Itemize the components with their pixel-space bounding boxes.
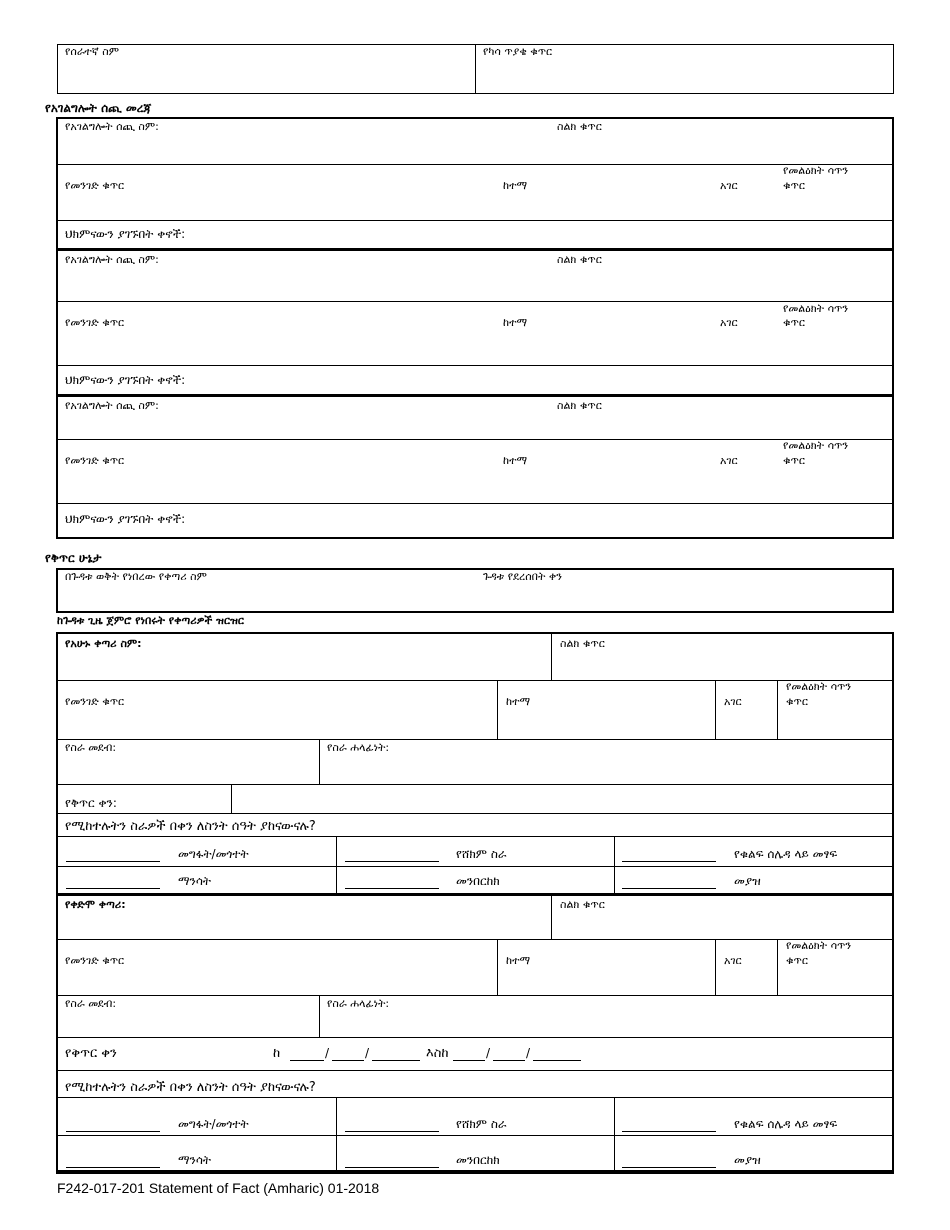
provider-3-dates-label: ህክምናውን ያገኙበት ቀኖች: [65,512,186,526]
divider [57,365,893,366]
provider-1-dates-label: ህክምናውን ያገኙበት ቀኖች: [65,227,186,241]
provider-3-city-label: ከተማ [503,454,528,467]
provider-3-street-label: የመንገድ ቁጥር [65,454,125,467]
activity-kneeling-label: መንበርከክ [456,1153,500,1167]
current-employer-zip-label-1: የመልዕክት ሳጥን [786,680,852,693]
provider-3-state-label: አገር [720,454,738,467]
divider [57,1135,893,1136]
divider [57,939,893,940]
divider [319,995,320,1037]
provider-1-zip-label-1: የመልዕክት ሳጥን [783,164,849,177]
date-blank[interactable] [332,1060,364,1061]
divider [614,836,615,894]
previous-employer-job-title-label: የስራ መደብ: [65,997,117,1010]
date-blank[interactable] [493,1060,525,1061]
divider [57,836,893,837]
provider-2-dates-label: ህክምናውን ያገኙበት ቀኖች: [65,373,186,387]
hours-blank[interactable] [345,1131,439,1132]
provider-1-phone-label: ስልክ ቁጥር [557,120,602,133]
activity-keyboarding-label: የቁልፍ ሰሌዳ ላይ መፃፍ [734,847,838,861]
previous-employer-hire-date-label: የቅጥር ቀን [65,1046,117,1061]
divider [57,439,893,440]
hours-blank[interactable] [66,861,160,862]
divider [614,1097,615,1171]
employers-list-title: ከጉዳቱ ጊዜ ጀምሮ የነበሩት የቀጣሪዎች ዝርዝር [57,614,245,627]
divider [57,1070,893,1071]
divider [475,44,476,94]
current-employer-street-label: የመንገድ ቁጥር [65,695,125,708]
activity-kneeling-label: መንበርከክ [456,874,500,888]
provider-1-city-label: ከተማ [503,179,528,192]
activity-pushing-label: መግፋት/መጎተት [178,1117,249,1131]
activity-grasping-label: መያዝ [734,874,761,888]
provider-3-zip-label-2: ቁጥር [783,454,805,467]
provider-3-name-label: የአገልግሎት ሰጪ ስም: [65,399,159,412]
date-blank[interactable] [453,1060,485,1061]
worker-name-label: የሰራተኛ ስም [65,45,120,58]
divider [57,248,893,251]
activity-carrying-label: የሸክም ስራ [456,1117,507,1131]
hours-blank[interactable] [66,1167,160,1168]
activity-lifting-label: ማንሳት [178,874,212,888]
divider [57,394,893,397]
hours-blank[interactable] [66,1131,160,1132]
divider [57,220,893,221]
provider-2-street-label: የመንገድ ቁጥር [65,316,125,329]
activity-carrying-label: የሸክም ስራ [456,847,507,861]
divider [336,1097,337,1171]
previous-employer-street-label: የመንገድ ቁጥር [65,954,125,967]
activity-pushing-label: መግፋት/መጎተት [178,847,249,861]
provider-2-city-label: ከተማ [503,316,528,329]
divider [57,301,893,302]
previous-employer-phone-label: ስልክ ቁጥር [560,898,605,911]
divider [57,164,893,165]
provider-2-name-label: የአገልግሎት ሰጪ ስም: [65,253,159,266]
divider [57,739,893,740]
provider-3-zip-label-1: የመልዕክት ሳጥን [783,439,849,452]
activity-lifting-label: ማንሳት [178,1153,212,1167]
divider [715,680,716,739]
activity-grasping-label: መያዝ [734,1153,761,1167]
hours-blank[interactable] [622,1131,716,1132]
divider [715,939,716,995]
provider-2-zip-label-1: የመልዕክት ሳጥን [783,302,849,315]
previous-employer-name-label: የቀድሞ ቀጣሪ: [65,898,126,911]
date-separator: / [486,1046,491,1060]
divider [57,995,893,996]
previous-employer-zip-label-1: የመልዕክት ሳጥን [786,939,852,952]
hours-blank[interactable] [345,861,439,862]
divider [57,1097,893,1098]
previous-employer-zip-label-2: ቁጥር [786,954,808,967]
divider [777,939,778,995]
current-employer-hours-question: የሚከተሉትን ስራዎች በቀን ለስንት ሰዓት ያከናውናሉ? [65,819,316,834]
provider-2-zip-label-2: ቁጥር [783,316,805,329]
current-employer-name-label: የአሁኑ ቀጣሪ ስም: [65,637,142,650]
hours-blank[interactable] [345,1167,439,1168]
provider-2-state-label: አገር [720,316,738,329]
injury-date-label: ጉዳቱ የደረሰበት ቀን [483,570,563,583]
current-employer-job-title-label: የስራ መደብ: [65,741,117,754]
current-employer-duties-label: የስራ ሐላፊነት: [327,741,390,754]
activity-keyboarding-label: የቁልፍ ሰሌዳ ላይ መፃፍ [734,1117,838,1131]
date-blank[interactable] [290,1060,324,1061]
divider [336,836,337,894]
hours-blank[interactable] [66,888,160,889]
date-blank[interactable] [372,1060,420,1061]
hours-blank[interactable] [345,888,439,889]
divider [551,895,552,940]
current-employer-hire-date-label: የቅጥር ቀን: [65,796,117,810]
divider [57,1037,893,1038]
provider-1-state-label: አገር [720,179,738,192]
divider [57,784,893,785]
divider [57,866,893,867]
divider [497,680,498,739]
employment-section-title: የቅጥር ሁኔታ [45,551,102,565]
date-to-label: እስከ [426,1046,449,1061]
form-footer: F242-017-201 Statement of Fact (Amharic) 01-2018 [57,1180,380,1196]
provider-1-street-label: የመንገድ ቁጥር [65,179,125,192]
date-separator: / [526,1046,531,1060]
current-employer-city-label: ከተማ [506,695,531,708]
previous-employer-city-label: ከተማ [506,954,531,967]
providers-box [56,117,894,539]
divider [497,939,498,995]
current-employer-state-label: አገር [724,695,742,708]
divider [57,813,893,814]
current-employer-zip-label-2: ቁጥር [786,695,808,708]
claim-number-label: የካሳ ጥያቄ ቁጥር [483,45,553,58]
provider-2-phone-label: ስልክ ቁጥር [557,253,602,266]
date-separator: / [365,1046,370,1060]
hours-blank[interactable] [622,888,716,889]
providers-section-title: የአገልግሎት ሰጪ መረጃ [45,101,152,115]
date-from-label: ከ [273,1046,281,1061]
hours-blank[interactable] [622,861,716,862]
divider [57,680,893,681]
date-blank[interactable] [533,1060,581,1061]
provider-3-phone-label: ስልክ ቁጥር [557,399,602,412]
divider [777,680,778,739]
previous-employer-hours-question: የሚከተሉትን ስራዎች በቀን ለስንት ሰዓት ያከናውናሉ? [65,1080,316,1095]
provider-1-zip-label-2: ቁጥር [783,179,805,192]
date-separator: / [325,1046,330,1060]
divider [231,784,232,813]
divider [551,633,552,681]
previous-employer-state-label: አገር [724,954,742,967]
hours-blank[interactable] [622,1167,716,1168]
current-employer-phone-label: ስልክ ቁጥር [560,637,605,650]
provider-1-name-label: የአገልግሎት ሰጪ ስም: [65,120,159,133]
previous-employer-duties-label: የስራ ሐላፊነት: [327,997,390,1010]
divider [57,503,893,504]
employer-at-injury-label: በጉዳቱ ወቅት የነበረው የቀጣሪ ስም [65,570,207,583]
divider [319,739,320,784]
